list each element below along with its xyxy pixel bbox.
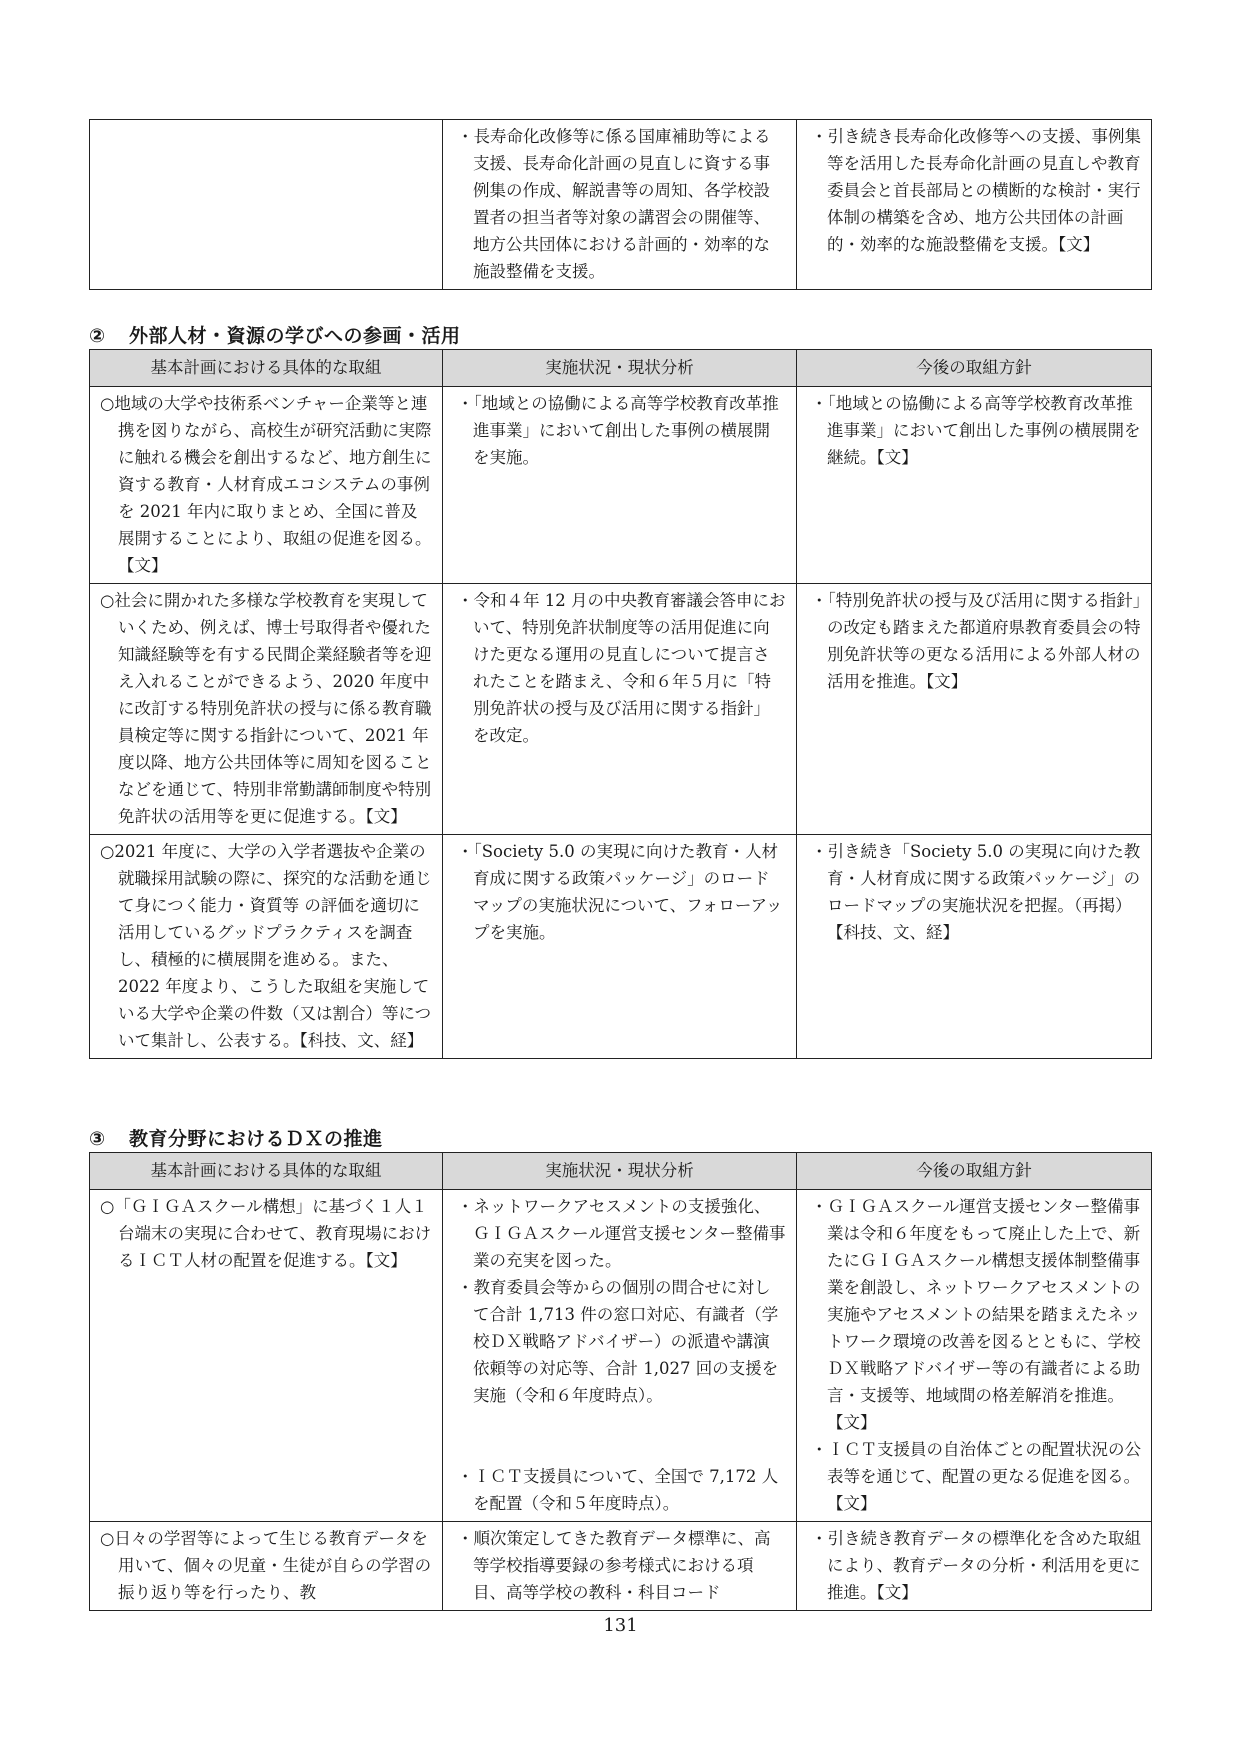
column-header: 今後の取組方針	[797, 350, 1152, 387]
status-cell: ・「Society 5.0 の実現に向けた教育・人材育成に関する政策パッケージ」のロードマップの実施状況について、フォローアップを実施。	[443, 835, 797, 1059]
status-cell: ・長寿命化改修等に係る国庫補助等による支援、長寿命化計画の見直しに資する事例集の作成、解説書等の周知、各学校設置者の担当者等対象の講習会の開催等、地方公共団体における計画的・効率的な施設整備を支援。	[443, 120, 797, 290]
table-header-row	[90, 350, 1152, 387]
column-header: 実施状況・現状分析	[443, 1153, 797, 1190]
status-bullet: ・教育委員会等からの個別の問合せに対して合計 1,713 件の窓口対応、有識者（学校ＤＸ戦略アドバイザー）の派遣や講演依頼等の対応等、合計 1,027 回の支援を実施（令和６年度時点）。	[457, 1278, 779, 1405]
table-row	[90, 584, 1152, 835]
section-number: ③	[89, 1128, 106, 1150]
status-cell: ・令和４年 12 月の中央教育審議会答申において、特別免許状制度等の活用促進に向けた更なる運用の見直しについて提言されたことを踏まえ、令和６年５月に「特別免許状の授与及び活用に関する指針」を改定。	[443, 584, 797, 835]
column-header: 基本計画における具体的な取組	[90, 1153, 443, 1190]
section-title: 教育分野におけるＤＸの推進	[129, 1128, 383, 1150]
plan-cell: ○地域の大学や技術系ベンチャー企業等と連携を図りながら、高校生が研究活動に実際に触れる機会を創出するなど、地方創生に資する教育・人材育成エコシステムの事例を 2021 年内に取りまとめ、全国に普及展開することにより、取組の促進を図る。【文】	[90, 387, 443, 584]
policy-bullet: ・ＧＩＧＡスクール運営支援センター整備事業は令和６年度をもって廃止した上で、新たにＧＩＧＡスクール構想支援体制整備事業を創設し、ネットワークアセスメントの実施やアセスメントの結果を踏まえたネットワーク環境の改善を図るとともに、学校ＤＸ戦略アドバイザー等の有識者による助言・支援等、地域間の格差解消を推進。【文】	[811, 1197, 1141, 1432]
table-row	[90, 1190, 1152, 1522]
plan-cell: ○社会に開かれた多様な学校教育を実現していくため、例えば、博士号取得者や優れた知識経験等を有する民間企業経験者等を迎え入れることができるよう、2020 年度中に改訂する特別免許状の授与に係る教育職員検定等に関する指針について、2021 年度以降、地方公共団体等に周知を図ることなどを通じて、特別非常勤講師制度や特別免許状の活用等を更に促進する。【文】	[90, 584, 443, 835]
policy-cell: ・引き続き教育データの標準化を含めた取組により、教育データの分析・利活用を更に推進。【文】	[797, 1522, 1152, 1611]
section-heading-2	[89, 321, 461, 348]
continuation-table	[89, 119, 1152, 290]
section2-table	[89, 349, 1152, 1059]
status-bullet: ・ネットワークアセスメントの支援強化、ＧＩＧＡスクール運営支援センター整備事業の充実を図った。	[457, 1197, 786, 1270]
column-header: 今後の取組方針	[797, 1153, 1152, 1190]
status-cell	[443, 1190, 797, 1522]
table-header-row	[90, 1153, 1152, 1190]
page-number: 131	[603, 1615, 638, 1636]
plan-cell: ○「ＧＩＧＡスクール構想」に基づく１人１台端末の実現に合わせて、教育現場におけるＩＣＴ人材の配置を促進する。【文】	[90, 1190, 443, 1522]
column-header: 基本計画における具体的な取組	[90, 350, 443, 387]
column-header: 実施状況・現状分析	[443, 350, 797, 387]
table-row	[90, 120, 1152, 290]
policy-cell: ・引き続き「Society 5.0 の実現に向けた教育・人材育成に関する政策パッケージ」のロードマップの実施状況を把握。（再掲）【科技、文、経】	[797, 835, 1152, 1059]
status-bullet: ・ＩＣＴ支援員について、全国で 7,172 人を配置（令和５年度時点）。	[457, 1467, 779, 1513]
policy-cell: ・引き続き長寿命化改修等への支援、事例集等を活用した長寿命化計画の見直しや教育委員会と首長部局との横断的な検討・実行体制の構築を含め、地方公共団体の計画的・効率的な施設整備を支援。【文】	[797, 120, 1152, 290]
table-row	[90, 1522, 1152, 1611]
policy-bullet: ・ＩＣＴ支援員の自治体ごとの配置状況の公表等を通じて、配置の更なる促進を図る。【文】	[811, 1440, 1141, 1513]
plan-cell: ○2021 年度に、大学の入学者選抜や企業の就職採用試験の際に、探究的な活動を通じて身につく能力・資質等 の評価を適切に活用しているグッドプラクティスを調査し、積極的に横展開を進める。また、2022 年度より、こうした取組を実施している大学や企業の件数（又は割合）等について集計し、公表する。【科技、文、経】	[90, 835, 443, 1059]
policy-cell: ・「地域との協働による高等学校教育改革推進事業」において創出した事例の横展開を継続。【文】	[797, 387, 1152, 584]
policy-cell: ・「特別免許状の授与及び活用に関する指針」の改定も踏まえた都道府県教育委員会の特別免許状等の更なる活用による外部人材の活用を推進。【文】	[797, 584, 1152, 835]
status-cell: ・順次策定してきた教育データ標準に、高等学校指導要録の参考様式における項目、高等学校の教科・科目コード	[443, 1522, 797, 1611]
section-title: 外部人材・資源の学びへの参画・活用	[129, 325, 461, 347]
section3-table	[89, 1152, 1152, 1611]
spacer	[473, 1409, 786, 1463]
section-number: ②	[89, 325, 106, 347]
table-row	[90, 387, 1152, 584]
plan-cell: ○日々の学習等によって生じる教育データを用いて、個々の児童・生徒が自らの学習の振り返り等を行ったり、教	[90, 1522, 443, 1611]
table-row	[90, 835, 1152, 1059]
policy-cell	[797, 1190, 1152, 1522]
status-cell: ・「地域との協働による高等学校教育改革推進事業」において創出した事例の横展開を実施。	[443, 387, 797, 584]
plan-cell	[90, 120, 443, 290]
section-heading-3	[89, 1124, 383, 1151]
